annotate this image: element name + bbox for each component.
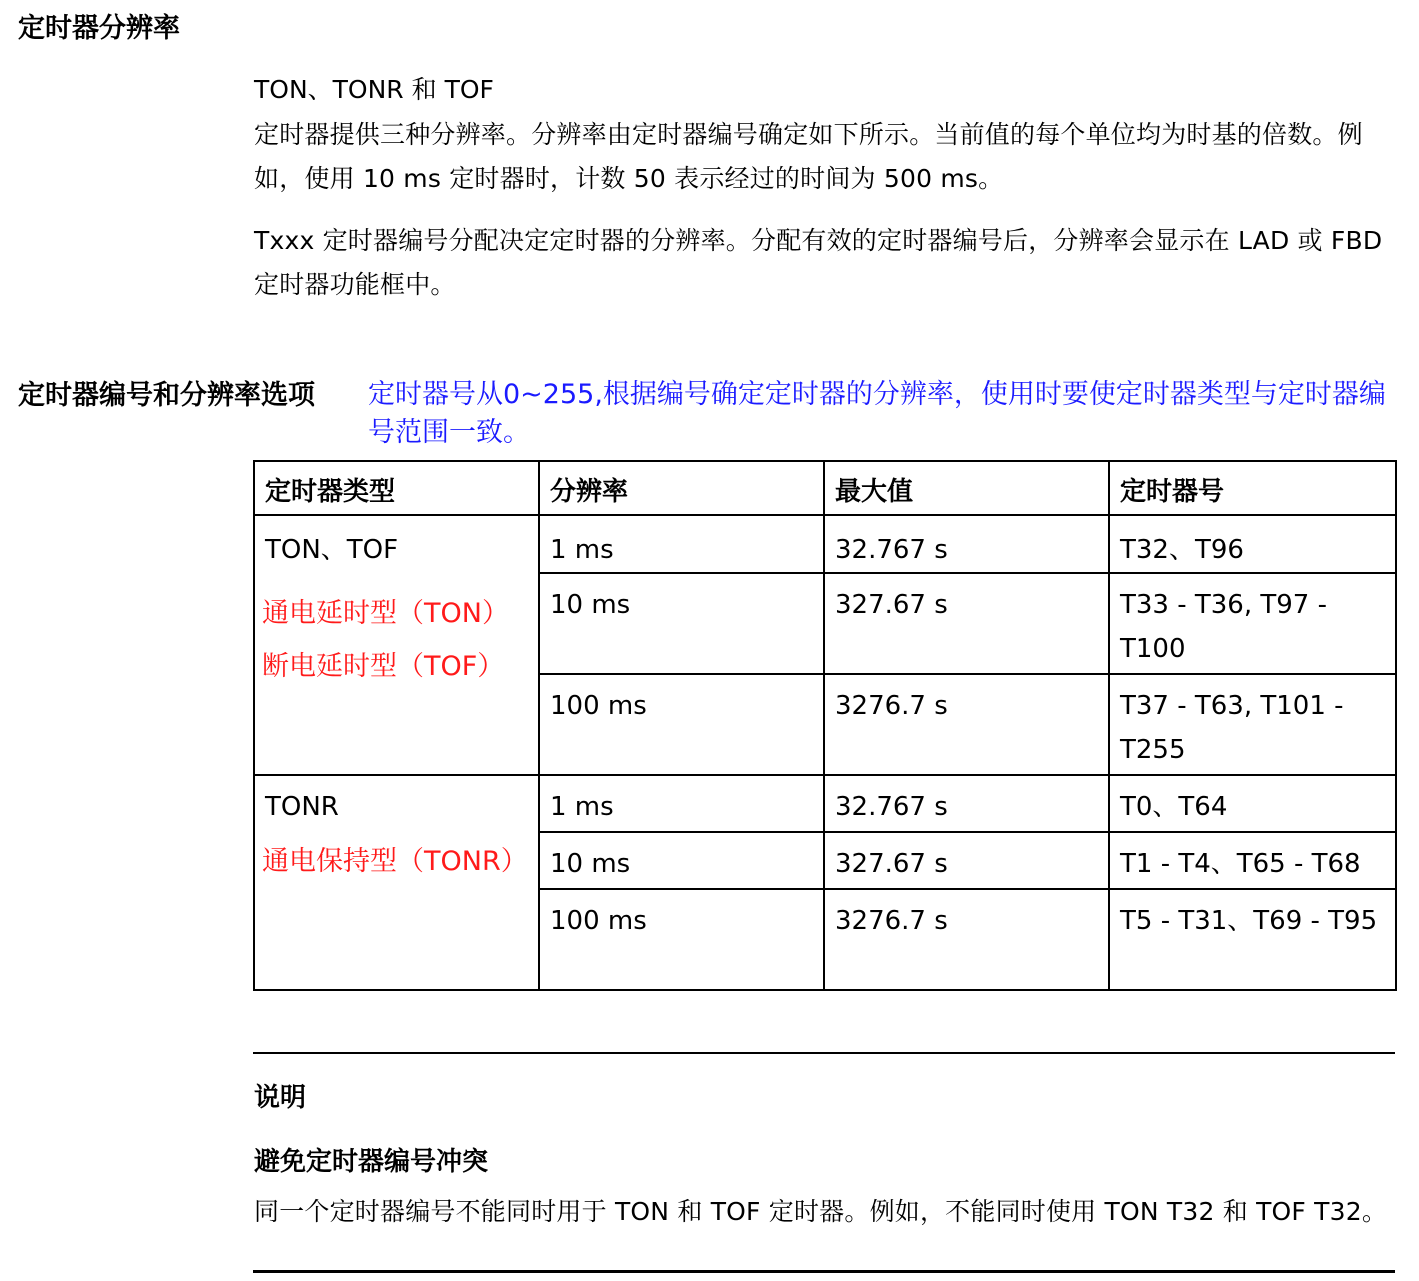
note-subtitle: 避免定时器编号冲突: [254, 1147, 489, 1177]
header-resolution: 分辨率: [539, 461, 824, 515]
cell-numbers: T0、T64: [1109, 775, 1396, 832]
section-heading-timer-resolution: 定时器分辨率: [18, 13, 180, 44]
subheading-timer-types: TON、TONR 和 TOF: [254, 75, 494, 104]
header-timer-type: 定时器类型: [254, 461, 539, 515]
cell-max: 3276.7 s: [824, 889, 1109, 990]
type-label: TONR: [265, 792, 339, 822]
cell-numbers: T32、T96: [1109, 515, 1396, 573]
cell-type-tonr: [254, 775, 539, 990]
paragraph-resolution-intro: 定时器提供三种分辨率。分辨率由定时器编号确定如下所示。当前值的每个单位均为时基的倍数。例如，使用 10 ms 定时器时，计数 50 表示经过的时间为 500 ms。: [254, 120, 1363, 193]
cell-max: 32.767 s: [824, 775, 1109, 832]
note-title: 说明: [254, 1083, 307, 1113]
header-max-value: 最大值: [824, 461, 1109, 515]
cell-numbers: T1 - T4、T65 - T68: [1109, 832, 1396, 889]
note-text: 同一个定时器编号不能同时用于 TON 和 TOF 定时器。例如，不能同时使用 TON T32 和 TOF T32。: [254, 1197, 1388, 1226]
note-top-rule: [253, 1052, 1395, 1054]
table-row: [254, 775, 1396, 832]
type-label: TON、TOF: [265, 535, 399, 565]
cell-resolution: 1 ms: [539, 515, 824, 573]
note-tof-red: 断电延时型（TOF）: [262, 651, 505, 682]
cell-resolution: 10 ms: [539, 832, 824, 889]
cell-type-ton-tof: [254, 515, 539, 775]
cell-max: 3276.7 s: [824, 674, 1109, 775]
header-timer-number: 定时器号: [1109, 461, 1396, 515]
table-row: [254, 515, 1396, 573]
note-bottom-rule: [253, 1270, 1395, 1273]
table-header-row: [254, 461, 1396, 515]
cell-resolution: 1 ms: [539, 775, 824, 832]
note-tonr-red: 通电保持型（TONR）: [262, 846, 528, 877]
section-heading-number-options: 定时器编号和分辨率选项: [18, 380, 315, 411]
resolution-table: [253, 460, 1397, 991]
paragraph-number-assignment: Txxx 定时器编号分配决定定时器的分辨率。分配有效的定时器编号后，分辨率会显示在 LAD 或 FBD 定时器功能框中。: [254, 226, 1383, 299]
cell-numbers: T33 - T36, T97 - T100: [1109, 573, 1396, 674]
cell-numbers: T37 - T63, T101 - T255: [1109, 674, 1396, 775]
cell-numbers: T5 - T31、T69 - T95: [1109, 889, 1396, 990]
cell-max: 327.67 s: [824, 573, 1109, 674]
cell-max: 32.767 s: [824, 515, 1109, 573]
cell-resolution: 10 ms: [539, 573, 824, 674]
cell-resolution: 100 ms: [539, 889, 824, 990]
annotation-blue: 定时器号从0~255,根据编号确定定时器的分辨率，使用时要使定时器类型与定时器编号范围一致。: [368, 379, 1386, 448]
cell-max: 327.67 s: [824, 832, 1109, 889]
cell-resolution: 100 ms: [539, 674, 824, 775]
note-ton-red: 通电延时型（TON）: [262, 598, 509, 629]
